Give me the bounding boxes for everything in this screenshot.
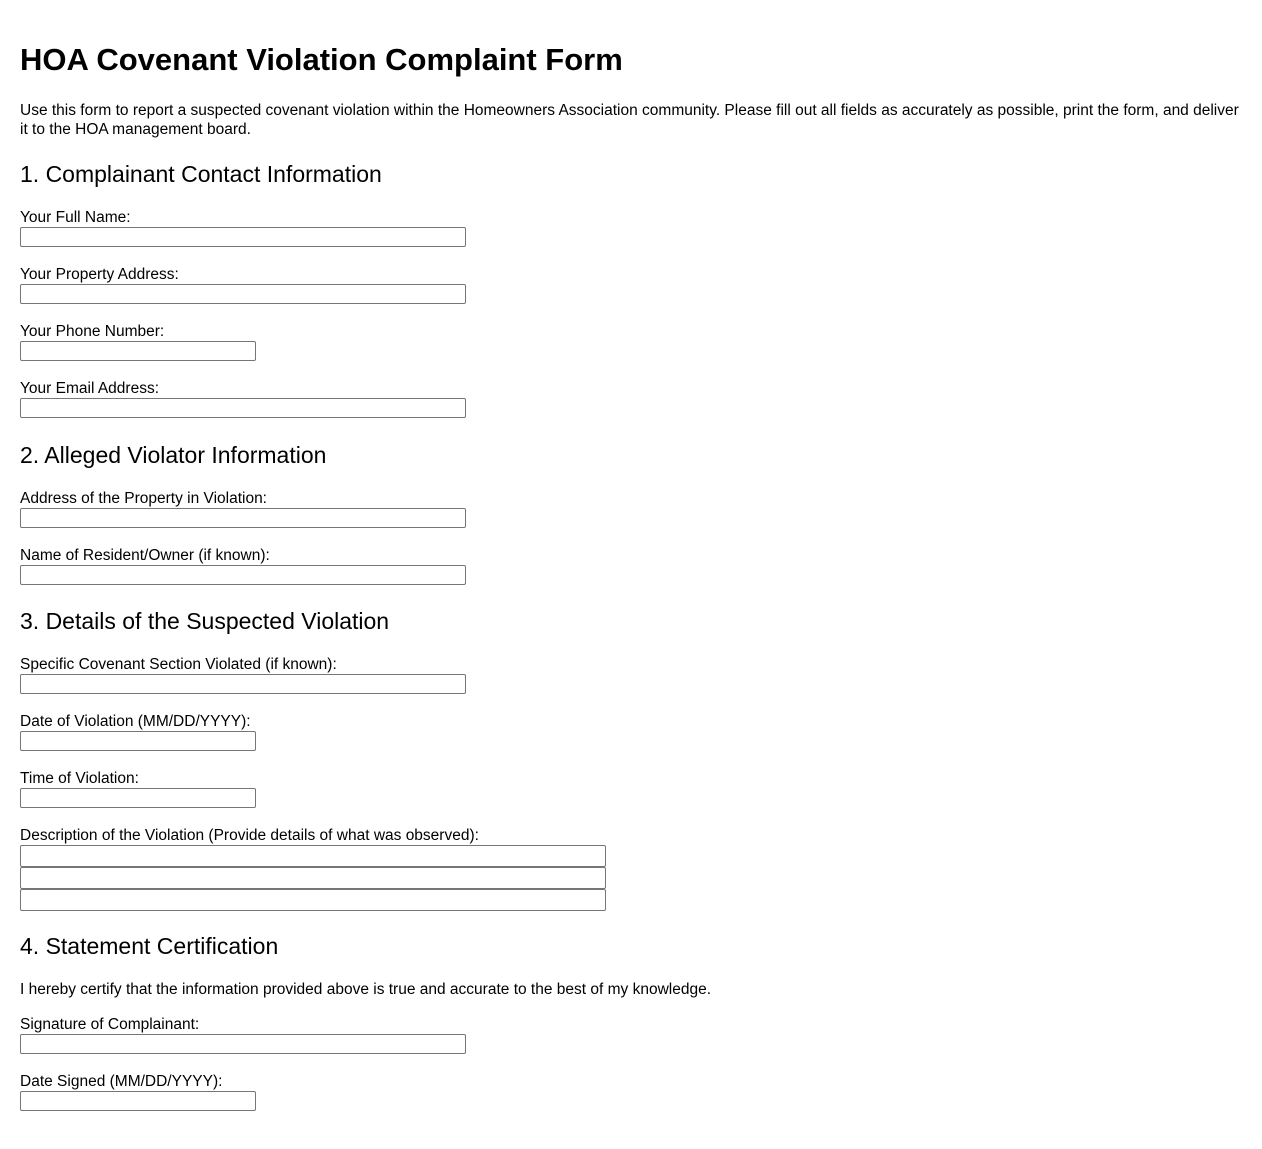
signature-input[interactable] xyxy=(20,1034,466,1054)
violation-description-line-2[interactable] xyxy=(20,867,606,889)
email-address-label: Your Email Address: xyxy=(20,380,160,397)
date-signed-input[interactable] xyxy=(20,1091,256,1111)
full-name-input[interactable] xyxy=(20,227,466,247)
section-heading-certification: 4. Statement Certification xyxy=(20,933,279,959)
page-title: HOA Covenant Violation Complaint Form xyxy=(20,42,623,77)
phone-number-label: Your Phone Number: xyxy=(20,323,165,340)
violation-property-address-input[interactable] xyxy=(20,508,466,528)
certification-statement: I hereby certify that the information provided above is true and accurate to the best of my knowledge. xyxy=(20,981,711,998)
violation-date-input[interactable] xyxy=(20,731,256,751)
violation-time-label: Time of Violation: xyxy=(20,770,139,787)
violation-property-address-label: Address of the Property in Violation: xyxy=(20,490,267,507)
resident-owner-name-label: Name of Resident/Owner (if known): xyxy=(20,547,270,564)
section-heading-violation-details: 3. Details of the Suspected Violation xyxy=(20,608,390,634)
section-heading-violator: 2. Alleged Violator Information xyxy=(20,442,327,468)
violation-description-line-3[interactable] xyxy=(20,889,606,911)
phone-number-input[interactable] xyxy=(20,341,256,361)
violation-description-line-1[interactable] xyxy=(20,845,606,867)
violation-description-label: Description of the Violation (Provide details of what was observed): xyxy=(20,827,479,844)
violation-date-label: Date of Violation (MM/DD/YYYY): xyxy=(20,713,251,730)
property-address-input[interactable] xyxy=(20,284,466,304)
signature-label: Signature of Complainant: xyxy=(20,1016,200,1033)
full-name-label: Your Full Name: xyxy=(20,209,131,226)
covenant-section-label: Specific Covenant Section Violated (if known): xyxy=(20,656,337,673)
covenant-section-input[interactable] xyxy=(20,674,466,694)
resident-owner-name-input[interactable] xyxy=(20,565,466,585)
email-address-input[interactable] xyxy=(20,398,466,418)
section-heading-complainant: 1. Complainant Contact Information xyxy=(20,161,382,187)
intro-text: Use this form to report a suspected covenant violation within the Homeowners Association community. Please fill out all fields as accurately as possible, print the form, and deliver it to the HOA management board. xyxy=(20,102,1239,138)
date-signed-label: Date Signed (MM/DD/YYYY): xyxy=(20,1073,223,1090)
property-address-label: Your Property Address: xyxy=(20,266,179,283)
violation-time-input[interactable] xyxy=(20,788,256,808)
